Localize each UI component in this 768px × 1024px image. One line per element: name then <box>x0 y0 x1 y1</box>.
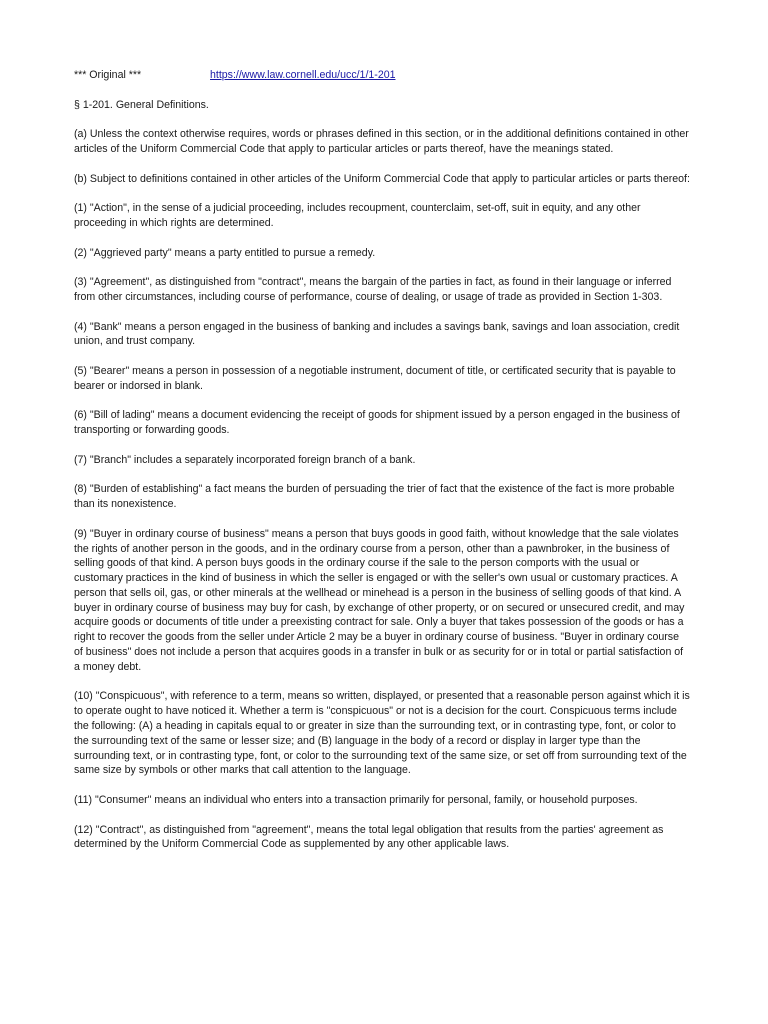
section-title: § 1-201. General Definitions. <box>74 98 209 111</box>
paragraph-b: (b) Subject to definitions contained in other articles of the Uniform Commercial Code that apply to particular articles or parts thereof: <box>74 172 690 185</box>
definition-11-consumer: (11) "Consumer" means an individual who enters into a transaction primarily for personal, family, or household purposes. <box>74 794 638 807</box>
document-header <box>74 68 690 83</box>
definition-9-buyer-in-ordinary-course: (9) "Buyer in ordinary course of business" means a person that buys goods in good faith, without knowledge that the sale violates the rights of another person in the goods, and in the ordinary course from a person, other than a pawnbroker, in the business of selling goods of that kind. A person buys goods in the ordinary course if the sale to the person comports with the usual or customary practices in the kind of business in which the seller is engaged or with the seller's own usual or customary practices. A person that sells oil, gas, or other minerals at the wellhead or minehead is a person in the business of selling goods of that kind. A buyer in ordinary course of business may buy for cash, by exchange of other property, or on secured or unsecured credit, and may acquire goods or documents of title under a preexisting contract for sale. Only a buyer that takes possession of the goods or has a right to recover the goods from the seller under Article 2 may be a buyer in ordinary course of business. "Buyer in ordinary course of business" does not include a person that acquires goods in a transfer in bulk or as security for or in total or partial satisfaction of a money debt. <box>74 527 685 673</box>
definition-12-contract: (12) "Contract", as distinguished from "agreement", means the total legal obligation that results from the parties' agreement as determined by the Uniform Commercial Code as supplemented by any other applicable laws. <box>74 823 664 851</box>
source-link[interactable]: https://www.law.cornell.edu/ucc/1/1-201 <box>210 69 396 81</box>
definition-7-branch: (7) "Branch" includes a separately incorporated foreign branch of a bank. <box>74 453 416 466</box>
definition-10-conspicuous: (10) "Conspicuous", with reference to a term, means so written, displayed, or presented that a reasonable person against which it is to operate ought to have noticed it. Whether a term is "conspicuous" or not is a decision for the court. Conspicuous terms include the following: (A) a heading in capitals equal to or greater in size than the surrounding text, or in contrasting type, font, or color to the surrounding text of the same or lesser size; and (B) language in the body of a record or display in larger type than the surrounding text, or in contrasting type, font, or color to the surrounding text of the same size, or set off from surrounding text of the same size by symbols or other marks that call attention to the language. <box>74 690 690 777</box>
paragraph-a: (a) Unless the context otherwise requires, words or phrases defined in this section, or in the additional definitions contained in other articles of the Uniform Commercial Code that apply to particular articles or parts thereof, have the meanings stated. <box>74 128 689 155</box>
definition-8-burden-of-establishing: (8) "Burden of establishing" a fact means the burden of persuading the trier of fact that the existence of the fact is more probable than its nonexistence. <box>74 483 675 511</box>
document-page <box>74 68 690 867</box>
definition-2-aggrieved-party: (2) "Aggrieved party" means a party entitled to pursue a remedy. <box>74 246 376 259</box>
definition-1-action: (1) "Action", in the sense of a judicial proceeding, includes recoupment, counterclaim, set-off, suit in equity, and any other proceeding in which rights are determined. <box>74 202 641 229</box>
definition-3-agreement: (3) "Agreement", as distinguished from "contract", means the bargain of the parties in fact, as found in their language or inferred from other circumstances, including course of performance, course of dealing, or usage of trade as provided in Section 1-303. <box>74 276 672 303</box>
definition-6-bill-of-lading: (6) "Bill of lading" means a document evidencing the receipt of goods for shipment issued by a person engaged in the business of transporting or forwarding goods. <box>74 409 680 437</box>
definition-5-bearer: (5) "Bearer" means a person in possession of a negotiable instrument, document of title, or certificated security that is payable to bearer or indorsed in blank. <box>74 364 676 392</box>
definition-4-bank: (4) "Bank" means a person engaged in the business of banking and includes a savings bank, savings and loan association, credit union, and trust company. <box>74 320 680 348</box>
original-label: *** Original *** <box>74 69 142 81</box>
